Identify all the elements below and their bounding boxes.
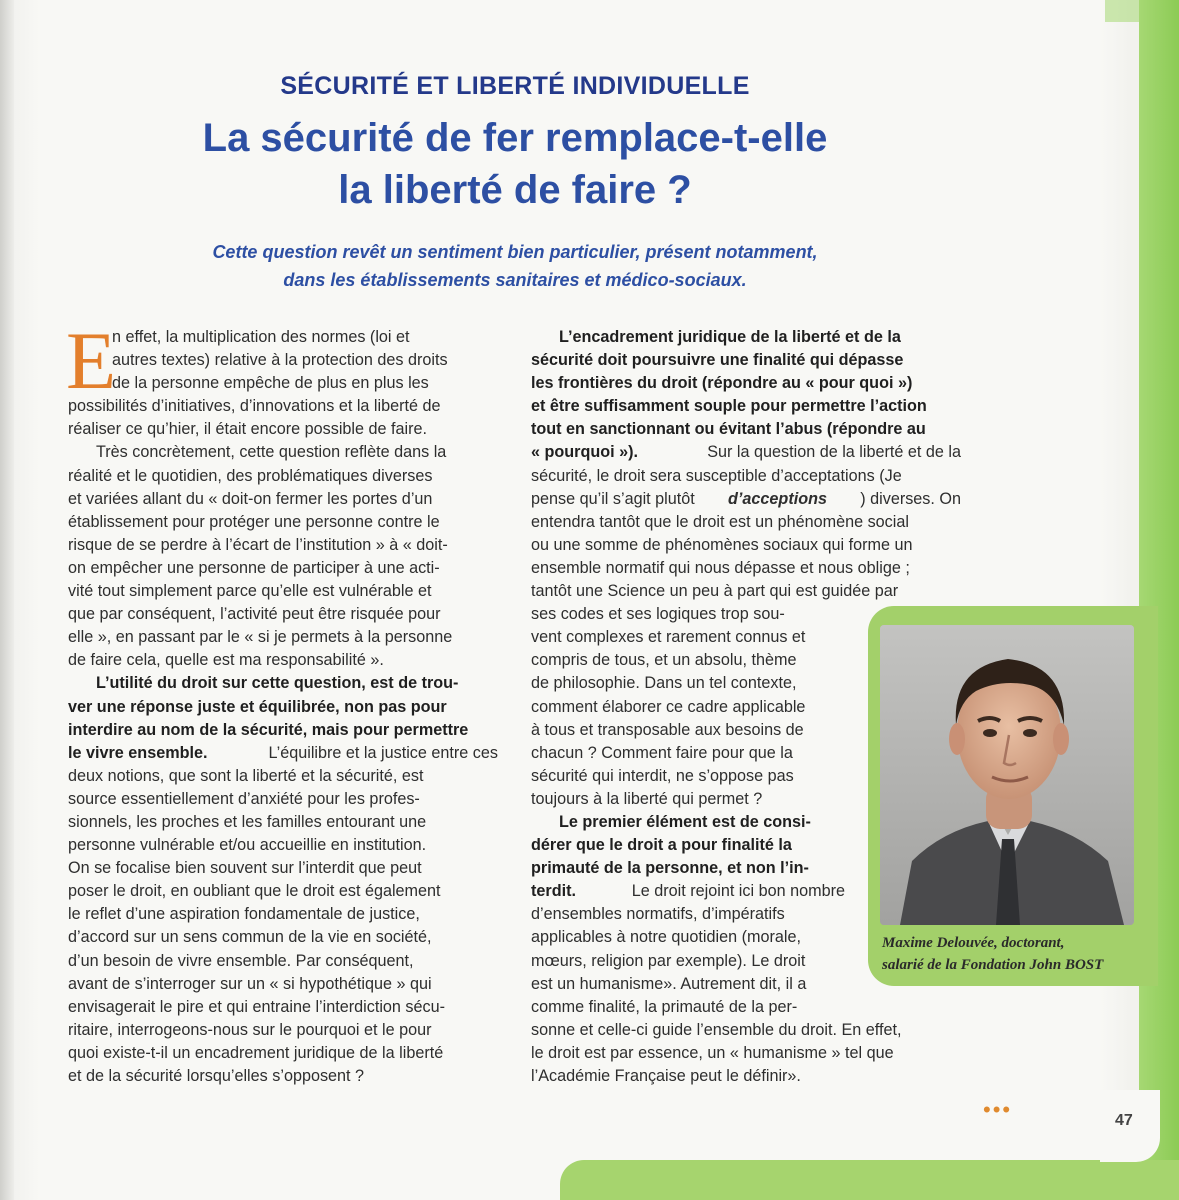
section-kicker: SÉCURITÉ ET LIBERTÉ INDIVIDUELLE <box>280 72 750 100</box>
text-line: est un humanisme». Autrement dit, il a <box>531 974 807 993</box>
bold-run: « pourquoi »). <box>531 443 639 462</box>
text-line: ritaire, interrogeons-nous sur le pourquoi et le pour <box>68 1020 432 1039</box>
text-column-left <box>66 315 498 1088</box>
photo-caption <box>882 932 1162 976</box>
green-border-right <box>1139 0 1179 1200</box>
text-line: sécurité, le droit sera susceptible d’acceptations (Je <box>531 466 902 485</box>
text-line: interdire au nom de la sécurité, mais pour permettre <box>68 720 469 739</box>
text-line: comment élaborer ce cadre applicable <box>531 697 806 716</box>
text-line: tantôt une Science un peu à part qui est guidée par <box>531 582 899 601</box>
text-line: entendra tantôt que le droit est un phénomène social <box>531 512 909 531</box>
text-line: Le premier élément est de consi- <box>559 812 811 831</box>
text-run: Le droit rejoint ici bon nombre <box>631 882 845 901</box>
title-line: La sécurité de fer remplace-t-elle <box>202 116 828 160</box>
text-line: établissement pour protéger une personne contre le <box>68 512 440 531</box>
text-line: risque de se perdre à l’écart de l’institution » à « doit- <box>68 535 448 554</box>
text-line: vité tout simplement parce qu’elle est vulnérable et <box>68 582 432 601</box>
text-line <box>68 1065 498 1088</box>
text-line: de la personne empêche de plus en plus les <box>112 374 429 393</box>
text-line: Très concrètement, cette question reflète dans la <box>96 443 447 462</box>
caption-line: Maxime Delouvée, doctorant, <box>882 935 1065 951</box>
text-line: ou une somme de phénomènes sociaux qui forme un <box>531 535 913 554</box>
bold-run: le vivre ensemble. <box>68 743 208 762</box>
text-line: envisagerait le pire et qui entraine l’interdiction sécu- <box>68 997 446 1016</box>
text-line: L’encadrement juridique de la liberté et de la <box>559 328 901 346</box>
text-line: et variées allant du « doit-on fermer les portes d’un <box>68 489 433 508</box>
text-line: quoi existe-t-il un encadrement juridique de la liberté <box>68 1043 444 1062</box>
text-line: ses codes et ses logiques trop sou- <box>531 605 785 624</box>
text-line: mœurs, religion par exemple). Le droit <box>531 951 806 970</box>
text-line <box>531 1065 961 1088</box>
text-run: toujours à la liberté qui permet ? <box>531 789 763 808</box>
text-line: réalité et le quotidien, des problématiques diverses <box>68 466 433 485</box>
text-line: chacun ? Comment faire pour que la <box>531 743 793 762</box>
text-line: avant de s’interroger sur un « si hypothétique » qui <box>68 974 432 993</box>
text-run: pense qu’il s’agit plutôt <box>531 489 695 508</box>
text-line: poser le droit, en oubliant que le droit est également <box>68 882 441 901</box>
text-run: réaliser ce qu’hier, il était encore possible de faire. <box>68 420 428 439</box>
text-line: sonne et celle-ci guide l’ensemble du droit. En effet, <box>531 1020 902 1039</box>
text-line: source essentiellement d’anxiété pour les profes- <box>68 789 420 808</box>
text-line: dérer que le droit a pour finalité la <box>531 836 792 855</box>
text-run: Sur la question de la liberté et de la <box>707 443 961 462</box>
text-run: l’Académie Française peut le définir». <box>531 1067 801 1085</box>
text-line: sécurité doit poursuivre une finalité qui dépasse <box>531 351 904 370</box>
text-line: personne vulnérable et/ou accueillie en institution. <box>68 836 427 855</box>
text-line: le droit est par essence, un « humanisme » tel que <box>531 1043 894 1062</box>
caption-line: salarié de la Fondation John BOST <box>882 957 1104 973</box>
text-line <box>68 418 498 441</box>
text-line: elle », en passant par le « si je permets à la personne <box>68 628 453 647</box>
drop-cap: E <box>66 315 117 406</box>
bold-italic-run: d’acceptions <box>728 489 827 508</box>
text-line <box>531 488 961 511</box>
green-border-bottom <box>560 1160 1179 1200</box>
lead-line: dans les établissements sanitaires et médico-sociaux. <box>283 270 747 290</box>
title-line: la liberté de faire ? <box>338 168 692 212</box>
bold-run: terdit. <box>531 882 576 901</box>
text-line: d’ensembles normatifs, d’impératifs <box>531 905 785 924</box>
text-line: sionnels, les proches et les familles entourant une <box>68 812 427 831</box>
text-line: à tous et transposable aux besoins de <box>531 720 804 739</box>
text-line: et être suffisamment souple pour permettre l’action <box>531 397 927 416</box>
text-run: L’équilibre et la justice entre ces <box>268 743 498 762</box>
text-line: que par conséquent, l’activité peut être risquée pour <box>68 605 441 624</box>
text-line <box>68 742 498 765</box>
text-line: possibilités d’initiatives, d’innovations et la liberté de <box>68 397 441 416</box>
lead-line: Cette question revêt un sentiment bien particulier, présent notamment, <box>212 242 818 262</box>
text-line: On se focalise bien souvent sur l’interdit que peut <box>68 859 422 878</box>
text-line: ver une réponse juste et équilibrée, non pas pour <box>68 697 447 716</box>
text-line: L’utilité du droit sur cette question, est de trou- <box>96 674 459 693</box>
text-line: le reflet d’une aspiration fondamentale de justice, <box>68 905 420 924</box>
decorative-dots: ••• <box>983 1097 1013 1122</box>
text-line: deux notions, que sont la liberté et la sécurité, est <box>68 766 424 785</box>
text-run: ) diverses. On <box>860 489 961 508</box>
text-run: de faire cela, quelle est ma responsabilité ». <box>68 651 384 670</box>
text-line: on empêcher une personne de participer à une acti- <box>68 558 440 577</box>
article-lead <box>0 238 1030 294</box>
text-line <box>68 649 498 672</box>
page-number: 47 <box>1115 1112 1133 1129</box>
text-line: d’accord sur un sens commun de la vie en société, <box>68 928 432 947</box>
text-line: les frontières du droit (répondre au « pour quoi ») <box>531 374 913 393</box>
text-line <box>531 880 845 903</box>
text-line: tout en sanctionnant ou évitant l’abus (répondre au <box>531 420 926 439</box>
text-line: de philosophie. Dans un tel contexte, <box>531 674 797 693</box>
text-line: applicables à notre quotidien (morale, <box>531 928 801 947</box>
text-line: primauté de la personne, et non l’in- <box>531 859 809 878</box>
text-line: autres textes) relative à la protection des droits <box>112 351 448 370</box>
text-line: d’un besoin de vivre ensemble. Par conséquent, <box>68 951 414 970</box>
text-line: comme finalité, la primauté de la per- <box>531 997 798 1016</box>
article-title <box>0 112 1030 216</box>
text-line: sécurité qui interdit, ne s’oppose pas <box>531 766 794 785</box>
portrait-photo <box>880 625 1134 925</box>
text-line: ensemble normatif qui nous dépasse et nous oblige ; <box>531 558 910 577</box>
text-line <box>531 788 845 811</box>
text-line <box>531 441 961 464</box>
text-line: n effet, la multiplication des normes (loi et <box>112 328 410 346</box>
portrait-illustration <box>880 625 1134 925</box>
text-line: compris de tous, et un absolu, thème <box>531 651 797 670</box>
text-line: vent complexes et rarement connus et <box>531 628 806 647</box>
text-run: et de la sécurité lorsqu’elles s’opposent ? <box>68 1067 365 1085</box>
